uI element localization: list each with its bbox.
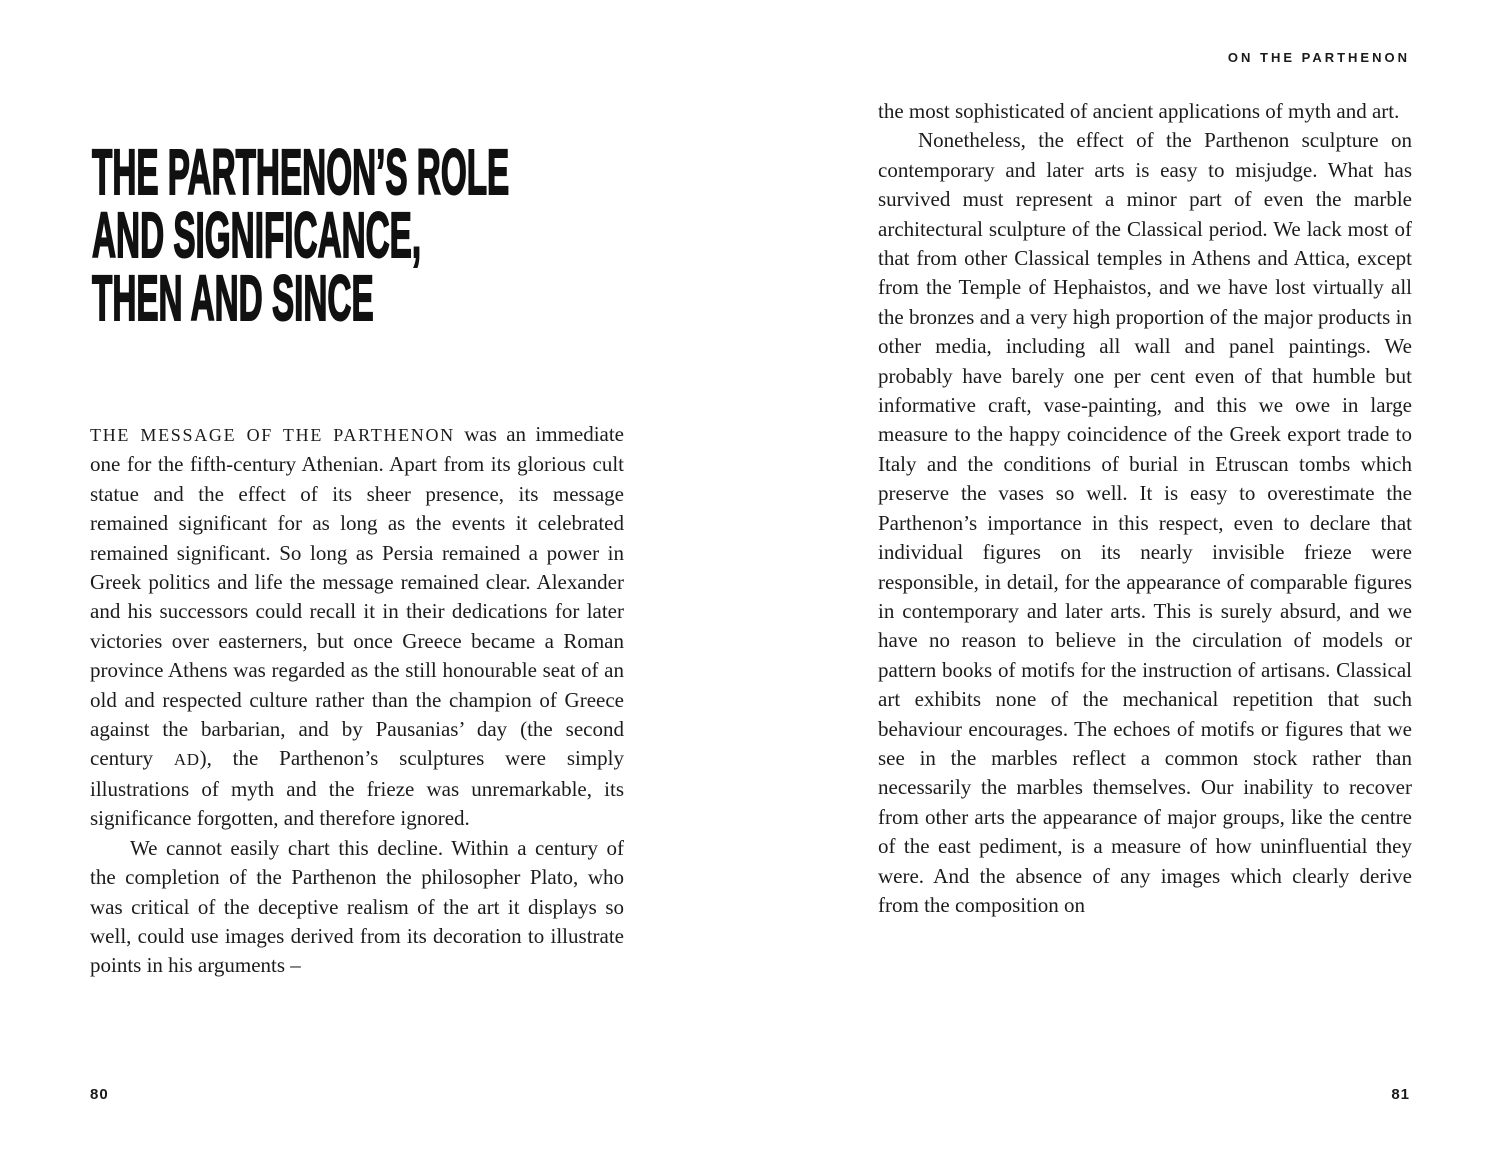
paragraph-1-text-continued: ), the Parthenon’s sculptures were simply illustrations of myth and the frieze was unremarkable, its significance forgotten, and therefore ignored. [90,746,624,831]
right-paragraph-2: Nonetheless, the effect of the Parthenon sculpture on contemporary and later arts is easy to misjudge. What has survived must represent a minor part of even the marble architectural sculpture of the Classical period. We lack most of that from other Classical temples in Athens and Attica, except from the Temple of Hephaistos, and we have lost virtually all the bronzes and a very high proportion of the major products in other media, including all wall and panel paintings. We probably have barely one per cent even of that humble but informative craft, vase-painting, and this we owe in large measure to the happy coincidence of the Greek export trade to Italy and the conditions of burial in Etruscan tombs which preserve the vases so well. It is easy to overestimate the Parthenon’s importance in this respect, even to declare that individual figures on its nearly invisible frieze were responsible, in detail, for the appearance of comparable figures in contemporary and later arts. This is surely absurd, and we have no reason to believe in the circulation of models or pattern books of motifs for the instruction of artisans. Classical art exhibits none of the mechanical repetition that such behaviour encourages. The echoes of motifs or figures that we see in the marbles reflect a common stock rather than necessarily the marbles themselves. Our inability to recover from other arts the appearance of major groups, like the centre of the east pediment, is a measure of how uninfluential they were. And the absence of any images which clearly derive from the composition on [878,128,1412,917]
chapter-title-line-2: AND SIGNIFICANCE, [92,198,422,271]
left-page-body [90,420,624,981]
chapter-title-line-3: THEN AND SINCE [92,261,374,334]
paragraph-lead-smallcaps: THE MESSAGE OF THE PARTHENON [90,425,455,445]
left-paragraph-1 [90,420,624,834]
chapter-title [92,135,894,334]
right-page-body [878,97,1412,920]
page-number-right: 81 [1391,1086,1410,1103]
left-paragraph-2: We cannot easily chart this decline. Within a century of the completion of the Parthenon the philosopher Plato, who was critical of the deceptive realism of the art it displays so well, could use images derived from its decoration to illustrate points in his arguments – [90,835,624,978]
chapter-title-line-1: THE PARTHENON’S ROLE [92,135,510,208]
ad-smallcaps: AD [173,750,200,770]
right-paragraph-1: the most sophisticated of ancient applications of myth and art. [878,99,1400,123]
page-number-left: 80 [90,1086,109,1103]
running-header: ON THE PARTHENON [1227,50,1410,65]
paragraph-1-text: was an immediate one for the fifth-century Athenian. Apart from its glorious cult statue and the effect of its sheer presence, its message remained significant for as long as the events it celebrated remained significant. So long as Persia remained a power in Greek politics and life the message remained clear. Alexander and his successors could recall it in their dedications for later victories over easterners, but once Greece became a Roman province Athens was regarded as the still honourable seat of an old and respected culture rather than the champion of Greece against the barbarian, and by Pausanias’ day (the second century [90,422,625,771]
